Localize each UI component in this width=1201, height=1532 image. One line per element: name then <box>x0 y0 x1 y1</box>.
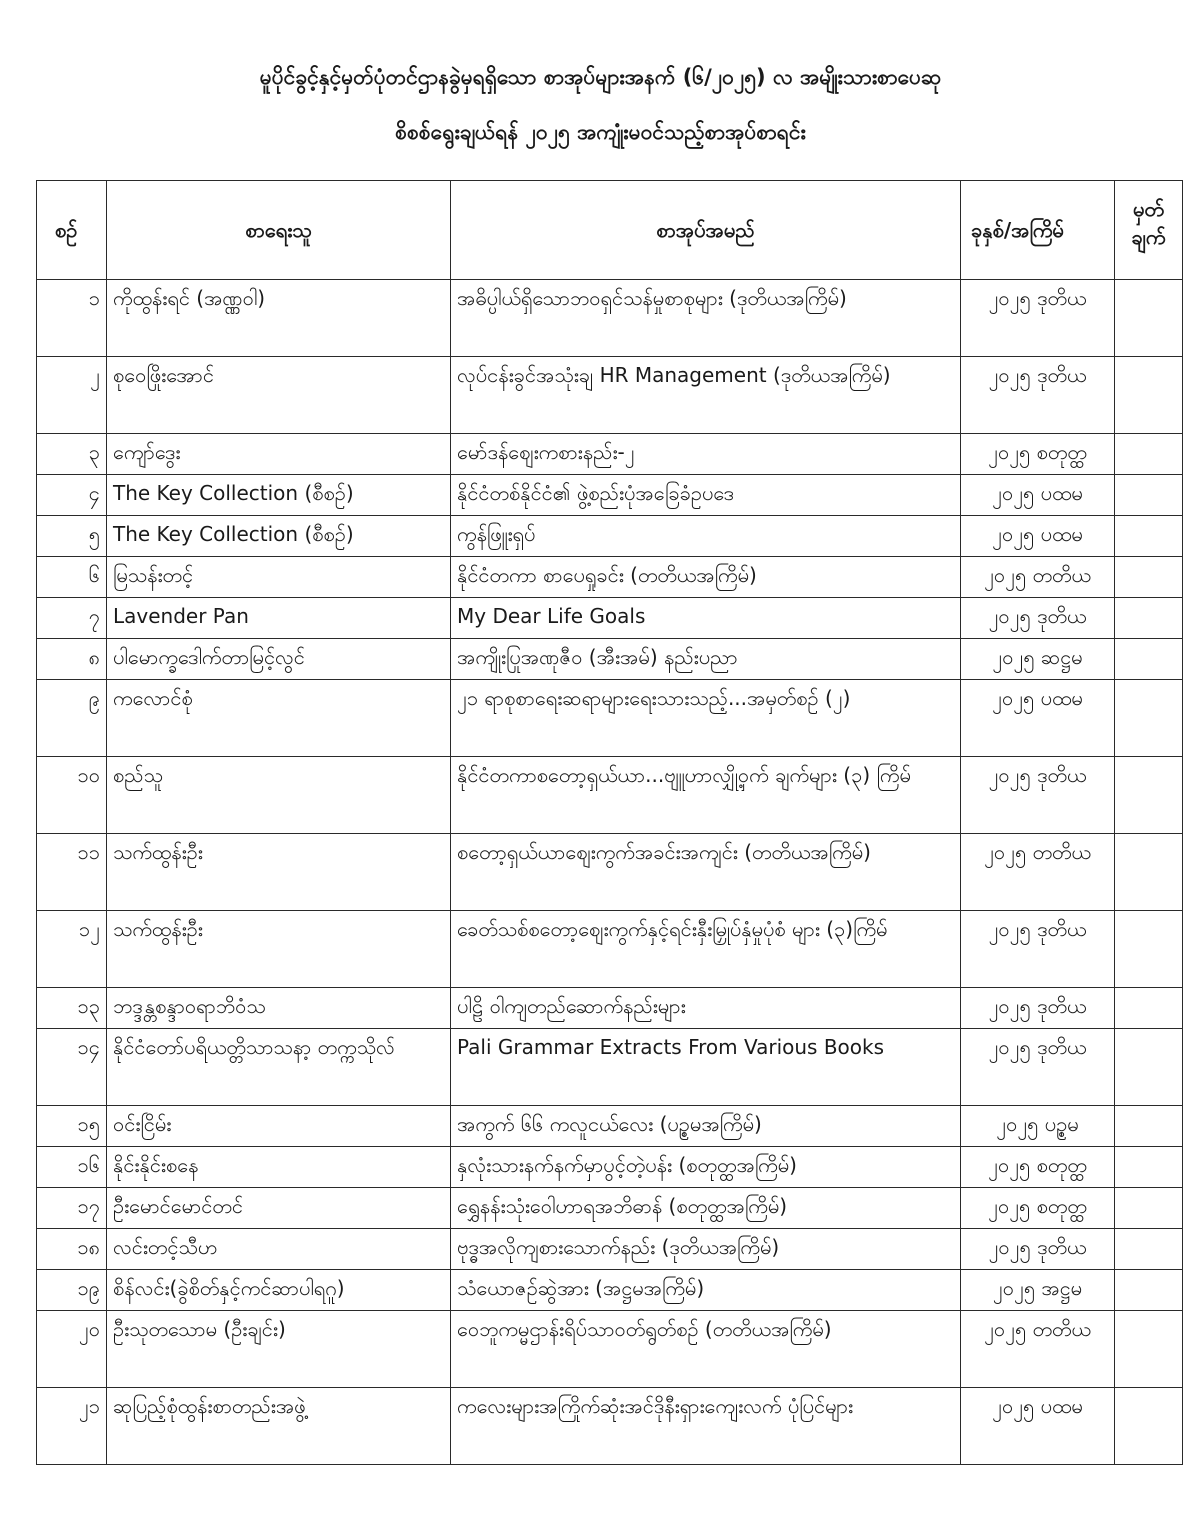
row-author: သက်ထွန်းဦး <box>107 911 451 988</box>
row-book-title: နှလုံးသားနက်နက်မှာပွင့်တဲ့ပန်း (စတုတ္ထအကြိမ်) <box>451 1147 961 1188</box>
row-remarks <box>1115 1188 1183 1229</box>
row-remarks <box>1115 1311 1183 1388</box>
row-number: ၁ <box>37 280 107 357</box>
row-number: ၁၉ <box>37 1270 107 1311</box>
row-book-title: အဓိပ္ပါယ်ရှိသောဘဝရှင်သန်မှုစာစုများ (ဒုတိယအကြိမ်) <box>451 280 961 357</box>
row-book-title: ဝေဘူကမ္မဌာန်းရိပ်သာဝတ်ရွတ်စဉ် (တတိယအကြိမ်) <box>451 1311 961 1388</box>
row-author: ဦးမောင်မောင်တင် <box>107 1188 451 1229</box>
row-edition: ၂၀၂၅ စတုတ္ထ <box>961 434 1115 475</box>
table-row <box>37 1229 1183 1270</box>
row-author: သက်ထွန်းဦး <box>107 834 451 911</box>
row-number: ၄ <box>37 475 107 516</box>
table-row <box>37 1147 1183 1188</box>
table-row <box>37 357 1183 434</box>
column-header-no: စဉ် <box>37 181 107 280</box>
table-row <box>37 1270 1183 1311</box>
table-row <box>37 516 1183 557</box>
row-remarks <box>1115 280 1183 357</box>
row-book-title: စတော့ရှယ်ယာစျေးကွက်အခင်းအကျင်း (တတိယအကြိမ်) <box>451 834 961 911</box>
row-number: ၆ <box>37 557 107 598</box>
row-number: ၅ <box>37 516 107 557</box>
document-title-line-2: စိစစ်ရွေးချယ်ရန် ၂၀၂၅ အကျုံးမဝင်သည့်စာအုပ်စာရင်း <box>395 120 806 144</box>
table-row <box>37 911 1183 988</box>
row-book-title: မော်ဒန်စျေးကစားနည်း-၂ <box>451 434 961 475</box>
row-author: ဆုပြည့်စုံထွန်းစာတည်းအဖွဲ့ <box>107 1388 451 1465</box>
row-number: ၁၀ <box>37 757 107 834</box>
row-number: ၁၃ <box>37 988 107 1029</box>
row-book-title: ဗုဒ္ဓအလိုကျစားသောက်နည်း (ဒုတိယအကြိမ်) <box>451 1229 961 1270</box>
row-remarks <box>1115 357 1183 434</box>
row-number: ၁၆ <box>37 1147 107 1188</box>
table-row <box>37 834 1183 911</box>
row-remarks <box>1115 680 1183 757</box>
row-author: Lavender Pan <box>107 598 451 639</box>
column-header-author: စာရေးသူ <box>107 181 451 280</box>
row-edition: ၂၀၂၅ ပထမ <box>961 475 1115 516</box>
row-author: ကိုထွန်းရင် (အဏ္ဏဝါ) <box>107 280 451 357</box>
column-header-remarks: မှတ် ချက် <box>1115 181 1183 280</box>
row-author: စည်သူ <box>107 757 451 834</box>
row-author: မြသန်းတင့် <box>107 557 451 598</box>
row-edition: ၂၀၂၅ ပဉ္စမ <box>961 1106 1115 1147</box>
row-book-title: အကျိုးပြုအဏုဇီဝ (အီးအမ်) နည်းပညာ <box>451 639 961 680</box>
row-edition: ၂၀၂၅ ဆဋ္ဌမ <box>961 639 1115 680</box>
row-edition: ၂၀၂၅ ဒုတိယ <box>961 757 1115 834</box>
row-number: ၂၀ <box>37 1311 107 1388</box>
row-book-title: ကွန်ဖြူးရှပ် <box>451 516 961 557</box>
table-row <box>37 434 1183 475</box>
row-number: ၁၇ <box>37 1188 107 1229</box>
row-remarks <box>1115 1388 1183 1465</box>
row-edition: ၂၀၂၅ စတုတ္ထ <box>961 1147 1115 1188</box>
row-edition: ၂၀၂၅ ဒုတိယ <box>961 1029 1115 1106</box>
row-author: The Key Collection (စီစဉ်) <box>107 516 451 557</box>
row-remarks <box>1115 988 1183 1029</box>
table-row <box>37 557 1183 598</box>
row-number: ၂၁ <box>37 1388 107 1465</box>
row-edition: ၂၀၂၅ ပထမ <box>961 680 1115 757</box>
row-book-title: နိုင်ငံတကာ စာပေရှုခင်း (တတိယအကြိမ်) <box>451 557 961 598</box>
row-number: ၁၅ <box>37 1106 107 1147</box>
row-number: ၁၈ <box>37 1229 107 1270</box>
table-row <box>37 639 1183 680</box>
row-number: ၁၁ <box>37 834 107 911</box>
row-remarks <box>1115 516 1183 557</box>
row-number: ၃ <box>37 434 107 475</box>
column-header-title: စာအုပ်အမည် <box>451 181 961 280</box>
table-row <box>37 598 1183 639</box>
row-edition: ၂၀၂၅ တတိယ <box>961 834 1115 911</box>
row-author: ဘဒ္ဒန္တစန္ဒာဝရာဘိဝံသ <box>107 988 451 1029</box>
row-author: ပါမောက္ခဒေါက်တာမြင့်လွင် <box>107 639 451 680</box>
row-book-title: ကလေးများအကြိုက်ဆုံးအင်ဒိုနီးရှားကျေးလက် ပုံပြင်များ <box>451 1388 961 1465</box>
row-remarks <box>1115 834 1183 911</box>
table-row <box>37 475 1183 516</box>
table-header-row <box>37 181 1183 280</box>
row-edition: ၂၀၂၅ ဒုတိယ <box>961 280 1115 357</box>
row-remarks <box>1115 475 1183 516</box>
row-edition: ၂၀၂၅ စတုတ္ထ <box>961 1188 1115 1229</box>
table-row <box>37 1388 1183 1465</box>
row-remarks <box>1115 1147 1183 1188</box>
row-remarks <box>1115 757 1183 834</box>
row-author: ဝင်းငြိမ်း <box>107 1106 451 1147</box>
row-number: ၁၂ <box>37 911 107 988</box>
row-author: The Key Collection (စီစဉ်) <box>107 475 451 516</box>
row-number: ၇ <box>37 598 107 639</box>
table-row <box>37 680 1183 757</box>
row-book-title: နိုင်ငံတကာစတော့ရှယ်ယာ...ဗျူဟာလျှို့ဝှက် ချက်များ (၃) ကြိမ် <box>451 757 961 834</box>
row-author: လင်းတင့်သီဟ <box>107 1229 451 1270</box>
document-title-line-1: မူပိုင်ခွင့်နှင့်မှတ်ပုံတင်ဌာနခွဲမှရရှိသော စာအုပ်များအနက် (၆/၂၀၂၅) လ အမျိုးသားစာပေဆု <box>259 65 942 89</box>
row-edition: ၂၀၂၅ ဒုတိယ <box>961 1229 1115 1270</box>
row-book-title: Pali Grammar Extracts From Various Books <box>451 1029 961 1106</box>
row-edition: ၂၀၂၅ ဒုတိယ <box>961 357 1115 434</box>
table-row <box>37 1029 1183 1106</box>
row-number: ၁၄ <box>37 1029 107 1106</box>
row-edition: ၂၀၂၅ ဒုတိယ <box>961 598 1115 639</box>
row-book-title: သံယောဇဉ်ဆွဲအား (အဋ္ဌမအကြိမ်) <box>451 1270 961 1311</box>
table-row <box>37 757 1183 834</box>
row-book-title: ၂၁ ရာစုစာရေးဆရာများရေးသားသည့်...အမှတ်စဉ် (၂) <box>451 680 961 757</box>
row-author: ကျော်ဒွေး <box>107 434 451 475</box>
row-author: ကလောင်စုံ <box>107 680 451 757</box>
row-book-title: နိုင်ငံတစ်နိုင်ငံ၏ ဖွဲ့စည်းပုံအခြေခံဥပဒေ <box>451 475 961 516</box>
row-remarks <box>1115 1229 1183 1270</box>
row-edition: ၂၀၂၅ ဒုတိယ <box>961 911 1115 988</box>
row-edition: ၂၀၂၅ တတိယ <box>961 1311 1115 1388</box>
row-author: နိုင်ငံတော်ပရိယတ္တိသာသနာ့ တက္ကသိုလ် <box>107 1029 451 1106</box>
row-remarks <box>1115 911 1183 988</box>
table-row <box>37 988 1183 1029</box>
row-remarks <box>1115 598 1183 639</box>
row-author: ဦးသုတသောမ (ဦးချင်း) <box>107 1311 451 1388</box>
row-book-title: ခေတ်သစ်စတော့စျေးကွက်နှင့်ရင်းနှီးမြှုပ်နှံမှုပုံစံ များ (၃)ကြိမ် <box>451 911 961 988</box>
book-list-table <box>36 180 1183 1465</box>
row-book-title: အကွက် ၆၆ ကလူငယ်လေး (ပဉ္စမအကြိမ်) <box>451 1106 961 1147</box>
table-row <box>37 1311 1183 1388</box>
table-row <box>37 1188 1183 1229</box>
row-edition: ၂၀၂၅ ပထမ <box>961 1388 1115 1465</box>
row-number: ၂ <box>37 357 107 434</box>
row-author: နိုင်းနိုင်းစနေ <box>107 1147 451 1188</box>
row-book-title: My Dear Life Goals <box>451 598 961 639</box>
row-remarks <box>1115 1106 1183 1147</box>
row-edition: ၂၀၂၅ အဋ္ဌမ <box>961 1270 1115 1311</box>
column-header-edition: ခုနှစ်/အကြိမ် <box>961 181 1115 280</box>
row-edition: ၂၀၂၅ ဒုတိယ <box>961 988 1115 1029</box>
row-author: စုဝေဖြိုးအောင် <box>107 357 451 434</box>
row-edition: ၂၀၂၅ တတိယ <box>961 557 1115 598</box>
row-edition: ၂၀၂၅ ပထမ <box>961 516 1115 557</box>
table-row <box>37 280 1183 357</box>
row-book-title: လုပ်ငန်းခွင်အသုံးချ HR Management (ဒုတိယအကြိမ်) <box>451 357 961 434</box>
row-book-title: ရွှေနန်းသုံးဝေါဟာရအဘိဓာန် (စတုတ္ထအကြိမ်) <box>451 1188 961 1229</box>
row-remarks <box>1115 557 1183 598</box>
row-remarks <box>1115 1029 1183 1106</box>
row-book-title: ပါဠိ ဝါကျတည်ဆောက်နည်းများ <box>451 988 961 1029</box>
row-remarks <box>1115 639 1183 680</box>
row-number: ၈ <box>37 639 107 680</box>
row-remarks <box>1115 1270 1183 1311</box>
row-author: စိန်လင်း(ခွဲစိတ်နှင့်ကင်ဆာပါရဂူ) <box>107 1270 451 1311</box>
table-row <box>37 1106 1183 1147</box>
row-remarks <box>1115 434 1183 475</box>
row-number: ၉ <box>37 680 107 757</box>
